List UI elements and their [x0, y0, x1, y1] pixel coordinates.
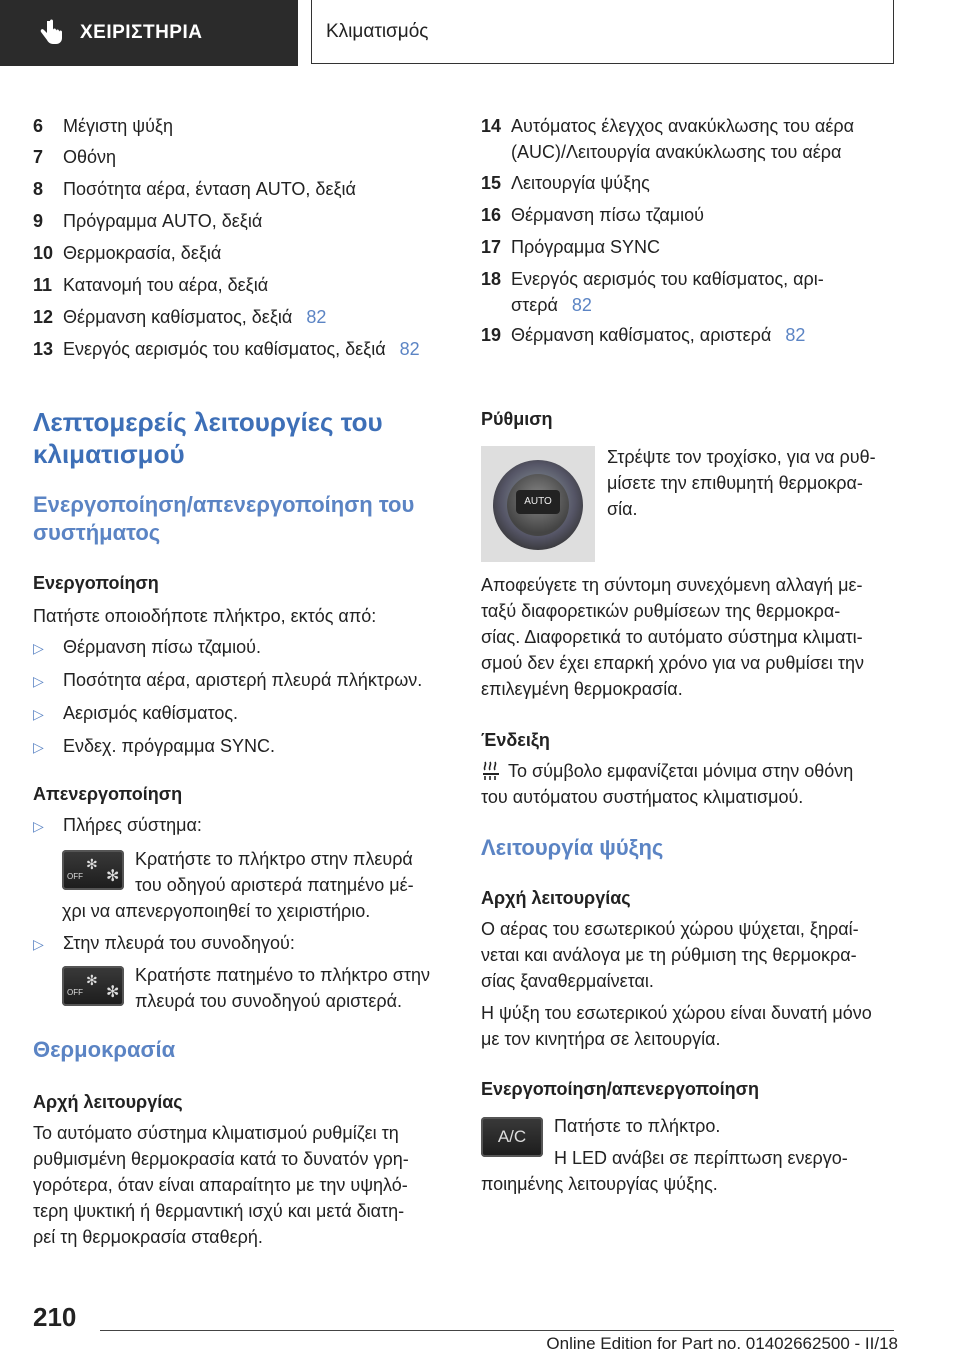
legend-text [63, 208, 453, 234]
chapter-tab [0, 0, 298, 66]
off-fan-button-image: OFF ✻ ✻ [62, 850, 124, 890]
cooling-symbol-icon [481, 760, 503, 782]
legend-text [63, 336, 453, 362]
legend-label: Πρόγραμμα SYNC [511, 237, 661, 257]
cooling-heading: Λειτουργία ψύξης [481, 835, 664, 860]
bullet-text: Ενδεχ. πρόγραμμα SYNC. [63, 736, 275, 756]
legend-number: 19 [481, 325, 502, 345]
legend-item [33, 144, 453, 170]
onoff-title: Ενεργοποίηση/απενεργοποίηση [481, 1079, 759, 1099]
legend-label: Θέρμανση πίσω τζαμιού [511, 205, 704, 225]
legend-item [481, 202, 881, 228]
legend-label: Μέγιστη ψύξη [63, 116, 173, 136]
legend-item [481, 266, 881, 318]
legend-item [33, 240, 453, 266]
page-reference-link[interactable]: 82 [399, 339, 420, 359]
triangle-icon: ▷ [33, 640, 44, 656]
hand-pointer-icon [36, 18, 66, 48]
legend-text [511, 234, 881, 260]
paragraph-line: γορότερα, όταν είναι απαραίτητο με την υψηλό- [33, 1175, 408, 1195]
ac-button-image: A/C [481, 1117, 543, 1157]
paragraph-line: τερη ψυκτική ή θερμαντική ισχύ και μετά διατη- [33, 1201, 405, 1221]
legend-text [63, 113, 453, 139]
bullet-item [33, 667, 422, 694]
paragraph-line: νεται και ανάλογα με τη ρύθμιση της θερμοκρα- [481, 945, 857, 965]
legend-item [33, 176, 453, 202]
legend-item [33, 272, 453, 298]
main-heading: Λεπτομερείς λειτουργίες του κλιματισμού [33, 407, 383, 469]
fan-icon: ✻ [86, 856, 98, 872]
legend-label: Κατανομή του αέρα, δεξιά [63, 275, 269, 295]
legend-number: 6 [33, 116, 44, 136]
triangle-icon: ▷ [33, 739, 44, 755]
paragraph-line: επιλεγμένη θερμοκρασία. [481, 679, 683, 699]
bullet-item [33, 700, 238, 727]
legend-item [481, 234, 881, 260]
edition-text: Online Edition for Part no. 01402662500 - II/18 [546, 1334, 898, 1353]
bullet-full-system: ▷ Πλήρες σύστημα: [33, 812, 202, 839]
legend-text [511, 202, 881, 228]
legend-label: Αυτόματος έλεγχος ανακύκλωσης του αέρα (AUC)/Λειτουργία ανακύκλωσης του αέρα [511, 116, 855, 162]
paragraph-line: Ο αέρας του εσωτερικού χώρου ψύχεται, ξηραί- [481, 919, 859, 939]
legend-item [481, 113, 881, 165]
legend-number: 16 [481, 205, 502, 225]
legend-number: 11 [33, 275, 53, 295]
page-number: 210 [33, 1302, 77, 1332]
section-tab [311, 0, 894, 64]
paragraph-line: Αποφεύγετε τη σύντομη συνεχόμενη αλλαγή με- [481, 575, 863, 595]
legend-text [63, 304, 453, 330]
legend-text [63, 144, 453, 170]
legend-text [63, 176, 453, 202]
sub-heading: Ενεργοποίηση/απενεργοποίηση του συστήματος [33, 492, 415, 545]
legend-number: 17 [481, 237, 502, 257]
bullet-text: Ποσότητα αέρα, αριστερή πλευρά πλήκτρων. [63, 670, 423, 690]
page-reference-link[interactable]: 82 [306, 307, 327, 327]
paragraph-line: Το αυτόματο σύστημα κλιματισμού ρυθμίζει τη [33, 1123, 399, 1143]
section-label: Κλιματισμός [326, 20, 429, 42]
legend-label: Ενεργός αερισμός του καθίσματος, αρι-στερά [511, 269, 824, 315]
off-fan-button-image-2: OFF ✻ ✻ [62, 966, 124, 1006]
legend-label: Ενεργός αερισμός του καθίσματος, δεξιά [63, 339, 386, 359]
fan-large-icon: ✻ [106, 984, 120, 1001]
deactivation-title: Απενεργοποίηση [33, 784, 183, 804]
legend-label: Ποσότητα αέρα, ένταση AUTO, δεξιά [63, 179, 356, 199]
legend-text [511, 266, 881, 318]
legend-text [511, 113, 881, 165]
legend-label: Πρόγραμμα AUTO, δεξιά [63, 211, 263, 231]
legend-number: 10 [33, 243, 54, 263]
legend-text [63, 240, 453, 266]
paragraph-line: Η ψύξη του εσωτερικού χώρου είναι δυνατή μόνο [481, 1003, 872, 1023]
legend-number: 7 [33, 147, 44, 167]
legend-label: Οθόνη [63, 147, 117, 167]
triangle-icon: ▷ [33, 818, 44, 834]
indication-title: Ένδειξη [481, 730, 550, 750]
legend-number: 9 [33, 211, 44, 231]
paragraph-line: σία. [607, 499, 638, 519]
page-reference-link[interactable]: 82 [785, 325, 806, 345]
fan-icon: ✻ [86, 972, 98, 988]
bullet-text: Θέρμανση πίσω τζαμιού. [63, 637, 261, 657]
legend-number: 13 [33, 339, 54, 359]
paragraph-line: με τον κινητήρα σε λειτουργία. [481, 1029, 721, 1049]
legend-number: 18 [481, 269, 502, 289]
legend-item [33, 304, 453, 330]
paragraph-line: ρεί τη θερμοκρασία σταθερή. [33, 1227, 263, 1247]
footer-rule [100, 1330, 894, 1331]
bullet-passenger-side: ▷ Στην πλευρά του συνοδηγού: [33, 930, 295, 957]
legend-number: 15 [481, 173, 502, 193]
legend-label: Λειτουργία ψύξης [511, 173, 650, 193]
paragraph-line: ρυθμισμένη θερμοκρασία κατά το δυνατόν γρη- [33, 1149, 409, 1169]
fan-large-icon: ✻ [106, 868, 120, 885]
paragraph-line: μίσετε την επιθυμητή θερμοκρα- [607, 473, 863, 493]
legend-label: Θέρμανση καθίσματος, δεξιά [63, 307, 293, 327]
principle-title-left: Αρχή λειτουργίας [33, 1092, 183, 1112]
legend-number: 14 [481, 116, 502, 136]
paragraph-line: Στρέψτε τον τροχίσκο, για να ρυθ- [607, 447, 876, 467]
legend-text [63, 272, 453, 298]
legend-text [511, 322, 881, 348]
paragraph-line: σίας. Διαφορετικά το αυτόματο σύστημα κλιματι- [481, 627, 863, 647]
legend-number: 8 [33, 179, 44, 199]
legend-item [481, 170, 881, 196]
legend-item [481, 322, 881, 348]
legend-item [33, 208, 453, 234]
activation-text: Πατήστε οποιοδήποτε πλήκτρο, εκτός από: [33, 606, 377, 626]
legend-text [511, 170, 881, 196]
principle-title-right: Αρχή λειτουργίας [481, 888, 631, 908]
triangle-icon: ▷ [33, 936, 44, 952]
triangle-icon: ▷ [33, 706, 44, 722]
bullet-item [33, 634, 261, 661]
legend-label: Θερμοκρασία, δεξιά [63, 243, 222, 263]
legend-label: Θέρμανση καθίσματος, αριστερά [511, 325, 772, 345]
bullet-text: Αερισμός καθίσματος. [63, 703, 239, 723]
bullet-item [33, 733, 275, 760]
page-reference-link[interactable]: 82 [571, 295, 592, 315]
chapter-label: ΧΕΙΡΙΣΤΗΡΙΑ [80, 22, 203, 43]
paragraph-line: σμού δεν έχει επαρκή χρόνο για να ρυθμίσει την [481, 653, 864, 673]
temperature-knob-image: AUTO [481, 446, 595, 562]
legend-number: 12 [33, 307, 54, 327]
paragraph-line: σίας ξαναθερμαίνεται. [481, 971, 654, 991]
triangle-icon: ▷ [33, 673, 44, 689]
paragraph-line: ταξύ διαφορετικών ρυθμίσεων της θερμοκρα- [481, 601, 841, 621]
legend-item [33, 336, 453, 362]
temperature-heading: Θερμοκρασία [33, 1037, 176, 1062]
setting-title: Ρύθμιση [481, 409, 553, 429]
legend-item [33, 113, 453, 139]
activation-title: Ενεργοποίηση [33, 573, 159, 593]
